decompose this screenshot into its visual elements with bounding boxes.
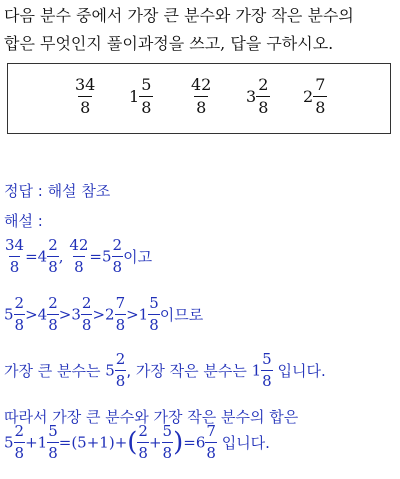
question-line-1: 다음 분수 중에서 가장 큰 분수와 가장 작은 분수의 [4, 6, 354, 25]
solution-step-1: $\frac{34}{8}$ =4 $\frac{2}{8}$ , $\frac{42}{8}$ =5 $\frac{2}{8}$ 이고 [5, 236, 153, 276]
fraction-item: 3 $\frac{2}{8}$ [246, 75, 269, 117]
solution-step-4: 따라서 가장 큰 분수와 가장 작은 분수의 합은 [4, 408, 299, 426]
question-text [4, 2, 396, 58]
question-line-2: 합은 무엇인지 풀이과정을 쓰고, 답을 구하시오. [4, 34, 334, 53]
solution-step-2: 5 $\frac{2}{8}$ >4 $\frac{2}{8}$ >3 $\frac{2}{8}$ >2 $\frac{7}{8}$ >1 $\frac{5}{8}$ 이므로 [4, 294, 204, 334]
fraction-item: 2 $\frac{7}{8}$ [303, 75, 326, 117]
fraction-item: $\frac{34}{8}$ [75, 75, 96, 117]
fractions-box [7, 63, 391, 134]
answer-label: 정답 : 해설 참조 [4, 182, 111, 200]
fraction-item: $\frac{42}{8}$ [191, 75, 212, 117]
solution-step-3: 가장 큰 분수는 5 $\frac{2}{8}$ , 가장 작은 분수는 1 $\frac{5}{8}$ 입니다. [4, 350, 326, 390]
fraction-item: 1 $\frac{5}{8}$ [129, 75, 152, 117]
explanation-label: 해설 : [4, 212, 43, 230]
solution-step-5: 5 $\frac{2}{8}$ +1 $\frac{5}{8}$ =(5+1)+( $\frac{2}{8}$ + $\frac{5}{8}$ )=6 $\frac{7}{8}$ 입니다. [4, 422, 270, 462]
